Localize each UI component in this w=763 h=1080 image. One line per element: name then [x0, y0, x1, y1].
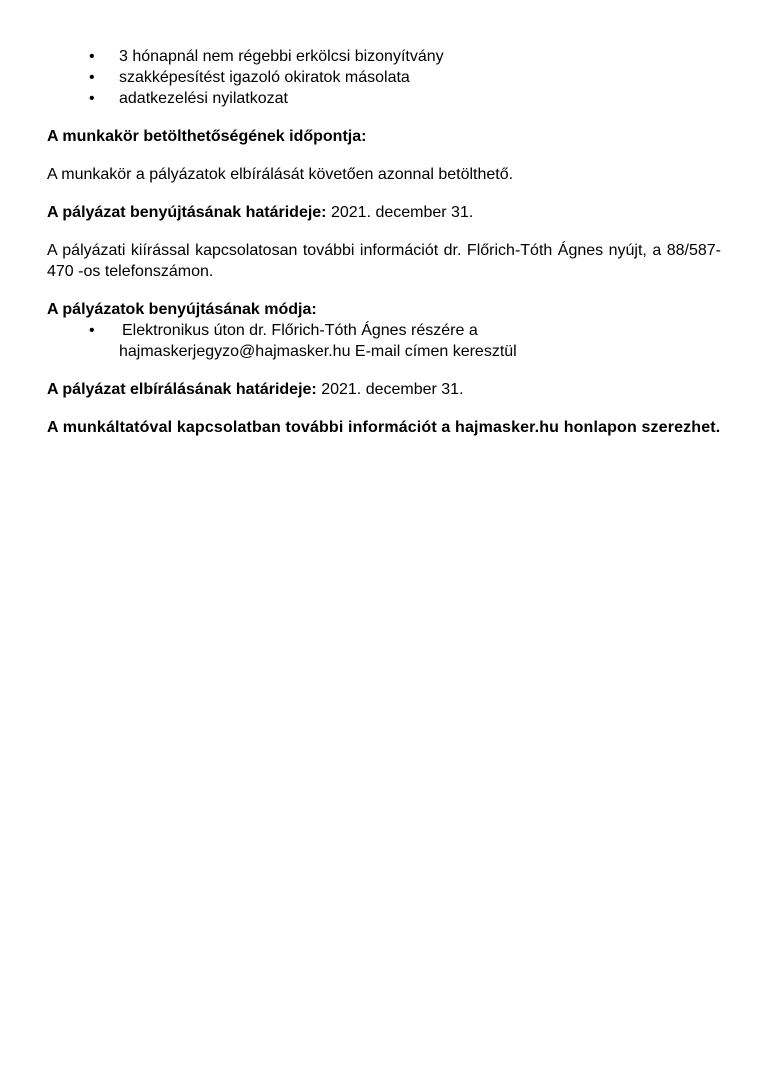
submission-deadline — [47, 202, 721, 223]
spacer — [47, 185, 721, 202]
decision-deadline-label: A pályázat elbírálásának határideje: — [47, 381, 317, 398]
start-date-heading: A munkakör betölthetőségének időpontja: — [47, 128, 367, 145]
bullet-icon: • — [89, 90, 95, 107]
submission-method-list — [47, 320, 721, 362]
start-date-text: A munkakör a pályázatok elbírálását követően azonnal betölthető. — [47, 166, 514, 183]
contact-info-text: A pályázati kiírással kapcsolatosan további információt dr. Flőrich-Tóth Ágnes nyújt, a 88/587-470 -os telefonszámon. — [47, 242, 721, 280]
list-item-text: szakképesítést igazoló okiratok másolata — [119, 69, 410, 86]
submission-deadline-label: A pályázat benyújtásának határideje: — [47, 204, 327, 221]
list-item — [47, 320, 721, 362]
decision-deadline-value: 2021. december 31. — [321, 381, 464, 398]
list-item-text: adatkezelési nyilatkozat — [119, 90, 288, 107]
spacer — [47, 282, 721, 299]
submission-method-heading: A pályázatok benyújtásának módja: — [47, 301, 317, 318]
submission-deadline-value: 2021. december 31. — [330, 204, 474, 221]
list-item — [47, 88, 721, 109]
list-item — [47, 46, 721, 67]
spacer — [47, 109, 721, 126]
spacer — [47, 223, 721, 240]
list-item — [47, 67, 721, 88]
required-documents-list — [47, 46, 721, 109]
list-item-text: 3 hónapnál nem régebbi erkölcsi bizonyítvány — [119, 48, 444, 65]
bullet-icon: • — [89, 322, 95, 339]
spacer — [47, 147, 721, 164]
document-content — [47, 46, 721, 438]
spacer — [47, 362, 721, 379]
bullet-icon: • — [89, 48, 95, 65]
employer-info-text: A munkáltatóval kapcsolatban további információt a hajmasker.hu honlapon szerezhet. — [47, 419, 721, 436]
spacer — [47, 400, 721, 417]
submission-email-line: hajmaskerjegyzo@hajmasker.hu E-mail címen keresztül — [119, 343, 517, 360]
decision-deadline — [47, 379, 721, 400]
submission-method-line: Elektronikus úton dr. Flőrich-Tóth Ágnes részére a — [122, 322, 478, 339]
bullet-icon: • — [89, 69, 95, 86]
